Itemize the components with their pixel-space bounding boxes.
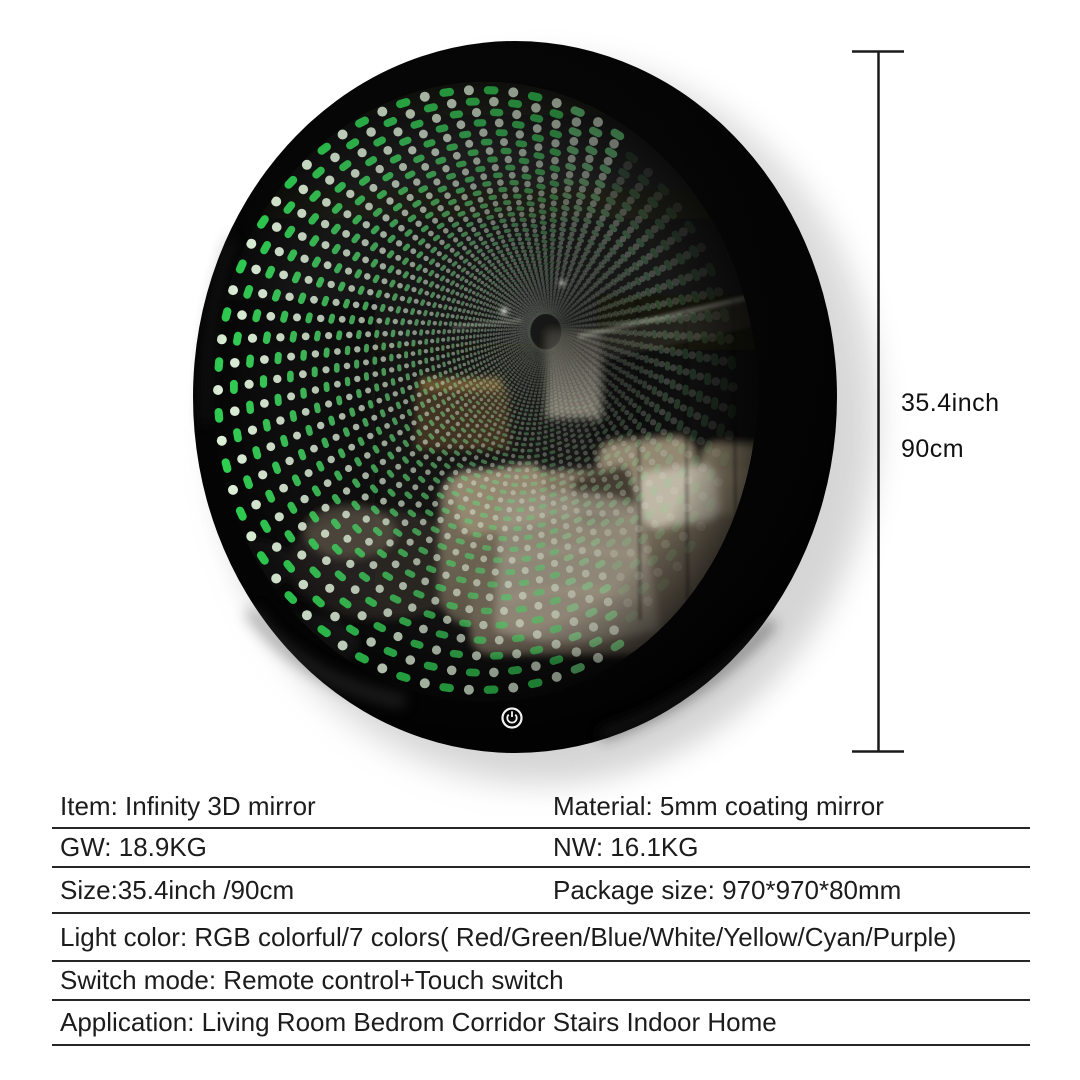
spec-table <box>52 786 1030 1046</box>
spec-cell-package-size: Package size: 970*970*80mm <box>553 874 902 905</box>
spec-cell-size: Size:35.4inch /90cm <box>60 874 295 905</box>
dimension-label-inch: 35.4inch <box>901 389 1000 417</box>
spec-cell-switch-mode: Switch mode: Remote control+Touch switch <box>60 965 564 995</box>
spec-row-item-material <box>52 786 1030 829</box>
spec-cell-item: Item: Infinity 3D mirror <box>60 791 316 821</box>
spec-cell-light-color: Light color: RGB colorful/7 colors( Red/Green/Blue/White/Yellow/Cyan/Purple) <box>60 921 957 952</box>
spec-row-size-package <box>52 868 1030 914</box>
spec-cell-gw: GW: 18.9KG <box>60 832 207 862</box>
spec-row-light-color <box>52 914 1030 962</box>
spec-cell-nw: NW: 16.1KG <box>553 832 699 862</box>
dimension-label-cm: 90cm <box>901 435 965 463</box>
spec-row-gw-nw <box>52 829 1030 868</box>
spec-cell-material: Material: 5mm coating mirror <box>553 791 884 821</box>
spec-cell-application: Application: Living Room Bedrom Corridor Stairs Indoor Home <box>60 1007 777 1037</box>
spec-row-application <box>52 1001 1030 1046</box>
spec-row-switch-mode <box>52 962 1030 1001</box>
